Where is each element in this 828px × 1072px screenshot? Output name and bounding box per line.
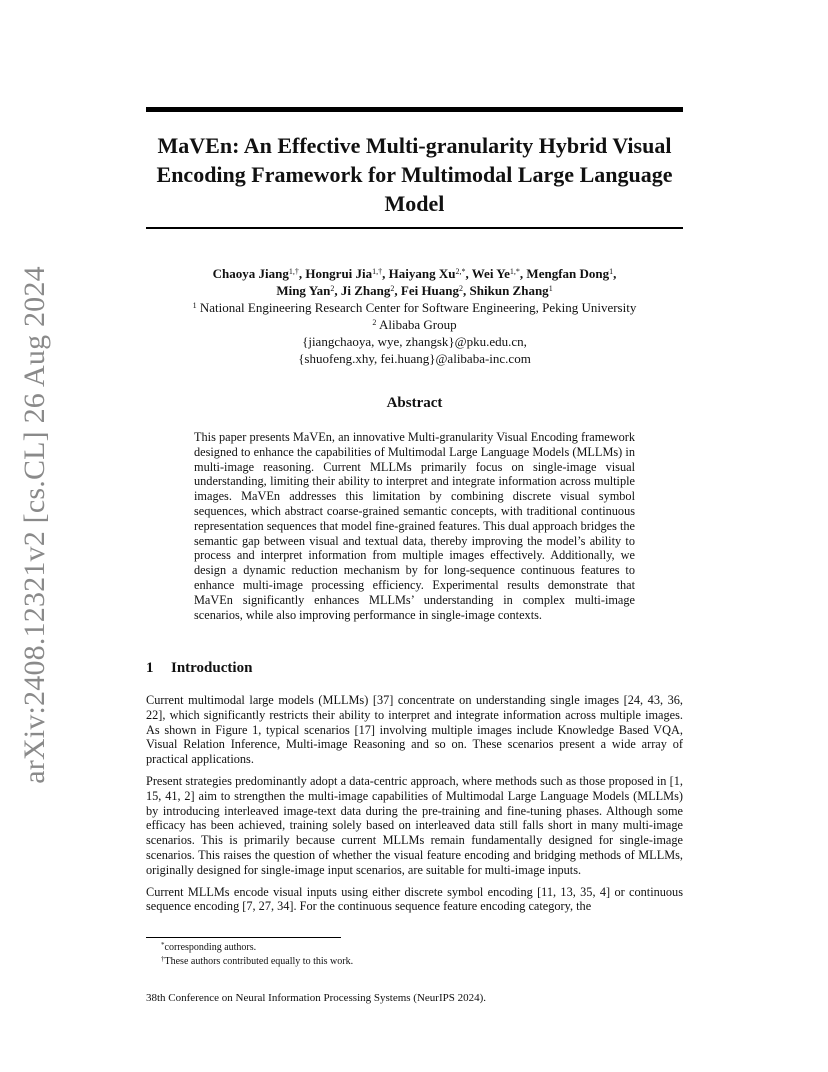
introduction-body: [146, 693, 683, 921]
author-affiliation-mark: 1: [548, 284, 553, 293]
footnote: [146, 941, 683, 955]
affiliation: [146, 299, 683, 316]
abstract-heading: Abstract: [386, 395, 443, 411]
affiliation-text: National Engineering Research Center for Software Engineering, Peking University: [199, 300, 637, 315]
footnote: [146, 955, 683, 969]
paragraph: Current MLLMs encode visual inputs using either discrete symbol encoding [11, 13, 35, 4] or continuous sequence encoding [7, 27, 34]. For the continuous sequence feature encoding category, the: [146, 884, 683, 914]
email-line: {jiangchaoya, wye, zhangsk}@pku.edu.cn,: [302, 334, 527, 349]
author-affiliation-mark: 2: [330, 284, 335, 293]
author-affiliation-mark: 1: [609, 267, 614, 276]
paragraph: Present strategies predominantly adopt a data-centric approach, where methods such as those proposed in [1, 15, 41, 2] aim to strengthen the multi-image capabilities of Multimodal Large Language Models (MLLMs) by introducing interleaved image-text data during the pre-training and fine-tuning phases. Although some efficacy has been achieved, training solely based on interleaved data still falls short in many multi-image scenarios. This is primarily because current MLLMs remain fundamentally designed for single-image scenarios. This raises the question of whether the visual feature encoding and bridging methods of MLLMs, originally designed for single-image input scenarios, are suitable for multi-image inputs.: [146, 773, 683, 877]
affiliation-text: Alibaba Group: [378, 317, 457, 332]
paragraph: Current multimodal large models (MLLMs) [37] concentrate on understanding single images [24, 43, 36, 22], which significantly restricts their ability to interpret and integrate information across multiple images. As shown in Figure 1, typical scenarios [17] involving multiple images include Knowledge Based VQA, Visual Relation Inference, Multi-image Reasoning and so on. These scenarios present a wide array of practical applications.: [146, 693, 683, 767]
footnote-mark: *: [161, 941, 165, 949]
author-affiliation-mark: 2: [459, 284, 464, 293]
author-name: Mengfan Dong: [526, 266, 610, 281]
conference-note: 38th Conference on Neural Information Processing Systems (NeurIPS 2024).: [146, 992, 487, 1004]
author-name: Wei Ye: [471, 266, 510, 281]
footnotes: [146, 941, 683, 969]
author-name: Ji Zhang: [340, 283, 391, 298]
section-heading: [146, 660, 252, 677]
footnote-mark: †: [161, 955, 165, 963]
author-affiliation-mark: 2,*: [455, 267, 466, 276]
author-list: Chaoya Jiang$^{1,\dagger}$, Hongrui Jia$^{1,\dagger}$, Haiyang $Xu^{2,*}$, Wei $Ye^{1,*}$, Mengfan Dong$^1$, Ming Yan$^2$, Ji Zhang$^2$, Fei Huang$^2$, Shikun Zhang$^1$: [212, 266, 617, 298]
title-rule-top: [146, 107, 683, 112]
email-line: {shuofeng.xhy, fei.huang}@alibaba-inc.com: [298, 351, 531, 366]
section-number: 1: [146, 660, 154, 676]
affiliation-mark: 1: [192, 301, 197, 310]
author-block: [146, 265, 683, 367]
author-name: Fei Huang: [400, 283, 460, 298]
author-affiliation-mark: 1,†: [372, 267, 383, 276]
affiliation: [146, 316, 683, 333]
section-title: Introduction: [171, 660, 253, 676]
abstract-text: This paper presents MaVEn, an innovative Multi-granularity Visual Encoding framework designed to enhance the capabilities of Multimodal Large Language Models (MLLMs) in multi-image reasoning. Current MLLMs primarily focus on single-image visual understanding, limiting their ability to interpret and integrate information across multiple images. MaVEn addresses this limitation by combining discrete visual symbol sequences, which abstract coarse-grained semantic concepts, with traditional continuous representation sequences that model fine-grained features. This dual approach bridges the semantic gap between visual and textual data, thereby improving the model’s ability to process and interpret information from multiple images effectively. Additionally, we design a dynamic reduction mechanism by for long-sequence continuous features to enhance multi-image processing efficiency. Experimental results demonstrate that MaVEn significantly enhances MLLMs’ understanding in complex multi-image scenarios, while also improving performance in single-image contexts.: [194, 430, 635, 622]
author-name: Haiyang Xu: [388, 266, 456, 281]
arxiv-identifier: [12, 266, 58, 784]
author-affiliation-mark: 1,*: [509, 267, 520, 276]
affiliation-mark: 2: [372, 318, 377, 327]
author-affiliation-mark: 1,†: [288, 267, 299, 276]
author-name: Ming Yan: [276, 283, 331, 298]
footnote-text: These authors contributed equally to this work.: [164, 956, 354, 967]
author-name: Chaoya Jiang: [212, 266, 289, 281]
paper-title: MaVEn: An Effective Multi-granularity Hybrid Visual Encoding Framework for Multimodal Large Language Model: [156, 133, 673, 216]
arxiv-identifier-text: arXiv:2408.12321v2 [cs.CL] 26 Aug 2024: [18, 266, 51, 784]
author-affiliation-mark: 2: [390, 284, 395, 293]
author-name: Hongrui Jia: [305, 266, 373, 281]
footnote-rule: [146, 937, 341, 938]
author-name: Shikun Zhang: [469, 283, 549, 298]
footnote-text: corresponding authors.: [164, 942, 257, 953]
title-rule-bottom: [146, 227, 683, 229]
